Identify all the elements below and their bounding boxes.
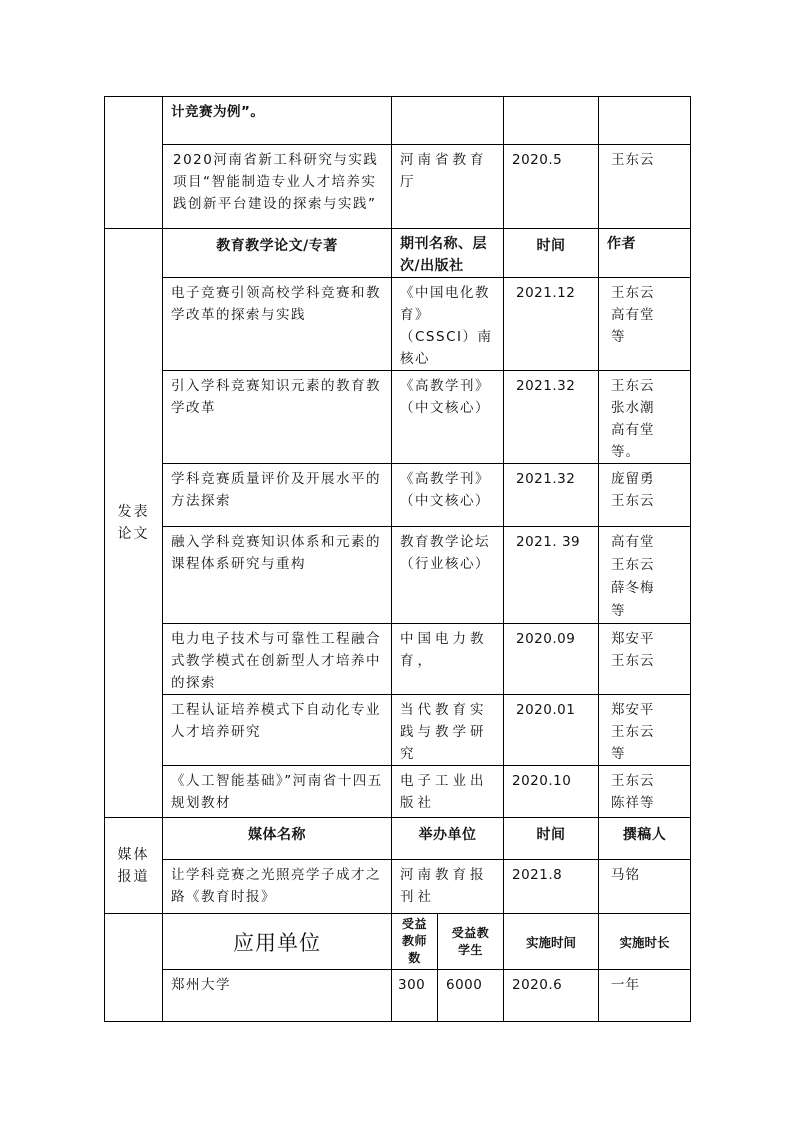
paper-author-cell: 高有堂 王东云 薛冬梅 等 xyxy=(599,527,691,624)
paper-row xyxy=(105,695,691,766)
application-header-row xyxy=(105,914,691,970)
application-header-time: 实施时间 xyxy=(504,914,599,970)
papers-header-journal: 期刊名称、层次/出版社 xyxy=(392,229,504,278)
project-row xyxy=(105,145,691,229)
media-header-row xyxy=(105,818,691,860)
media-side-label: 媒体报道 xyxy=(105,818,163,914)
project-title-cell: 2020河南省新工科研究与实践项目“智能制造专业人才培养实践创新平台建设的探索与实践” xyxy=(163,145,392,229)
paper-author-cell: 王东云 高有堂 等 xyxy=(599,278,691,371)
application-students-cell: 6000 xyxy=(438,970,504,1022)
project-title-cell: 计竞赛为例”。 xyxy=(163,97,392,145)
application-time-cell: 2020.6 xyxy=(504,970,599,1022)
papers-header-row xyxy=(105,229,691,278)
application-header-unit: 应用单位 xyxy=(163,914,392,970)
application-header-students: 受益教学生 xyxy=(438,914,504,970)
paper-title-cell: 融入学科竞赛知识体系和元素的课程体系研究与重构 xyxy=(163,527,392,624)
project-row xyxy=(105,97,691,145)
application-row xyxy=(105,970,691,1022)
media-author-cell: 马铭 xyxy=(599,860,691,914)
paper-time-cell: 2020.09 xyxy=(504,624,599,695)
paper-row xyxy=(105,371,691,464)
paper-journal-cell: 《中国电化教育》 （CSSCI）南核心 xyxy=(392,278,504,371)
paper-time-cell: 2020.01 xyxy=(504,695,599,766)
application-unit-cell: 郑州大学 xyxy=(163,970,392,1022)
media-name-cell: 让学科竞赛之光照亮学子成才之路《教育时报》 xyxy=(163,860,392,914)
paper-row xyxy=(105,624,691,695)
project-org-cell xyxy=(392,97,504,145)
project-org-cell: 河南省教育厅 xyxy=(392,145,504,229)
media-header-name: 媒体名称 xyxy=(163,818,392,860)
media-row xyxy=(105,860,691,914)
paper-author-cell: 王东云 陈祥等 xyxy=(599,766,691,818)
paper-title-cell: 学科竞赛质量评价及开展水平的方法探索 xyxy=(163,464,392,527)
paper-time-cell: 2021.12 xyxy=(504,278,599,371)
project-time-cell: 2020.5 xyxy=(504,145,599,229)
paper-row xyxy=(105,527,691,624)
project-author-cell: 王东云 xyxy=(599,145,691,229)
media-org-cell: 河南教育报刊社 xyxy=(392,860,504,914)
paper-time-cell: 2021.32 xyxy=(504,464,599,527)
paper-author-cell: 郑安平 王东云 等 xyxy=(599,695,691,766)
paper-author-cell: 郑安平 王东云 xyxy=(599,624,691,695)
paper-row xyxy=(105,766,691,818)
paper-title-cell: 《人工智能基础》”河南省十四五规划教材 xyxy=(163,766,392,818)
paper-row xyxy=(105,278,691,371)
paper-time-cell: 2021.32 xyxy=(504,371,599,464)
paper-title-cell: 工程认证培养模式下自动化专业人才培养研究 xyxy=(163,695,392,766)
paper-title-cell: 电力电子技术与可靠性工程融合式教学模式在创新型人才培养中的探索 xyxy=(163,624,392,695)
paper-title-cell: 引入学科竞赛知识元素的教育教学改革 xyxy=(163,371,392,464)
paper-row xyxy=(105,464,691,527)
papers-header-author: 作者 xyxy=(599,229,691,278)
paper-journal-cell: 当代教育实践与教学研究 xyxy=(392,695,504,766)
paper-journal-cell: 中国电力教育， xyxy=(392,624,504,695)
media-header-org: 举办单位 xyxy=(392,818,504,860)
media-time-cell: 2021.8 xyxy=(504,860,599,914)
papers-header-time: 时间 xyxy=(504,229,599,278)
media-header-time: 时间 xyxy=(504,818,599,860)
project-time-cell xyxy=(504,97,599,145)
application-side-cell xyxy=(105,914,163,1022)
media-header-author: 撰稿人 xyxy=(599,818,691,860)
paper-journal-cell: 电子工业出版社 xyxy=(392,766,504,818)
project-author-cell xyxy=(599,97,691,145)
papers-header-title: 教育教学论文/专著 xyxy=(163,229,392,278)
paper-time-cell: 2020.10 xyxy=(504,766,599,818)
papers-side-label: 发表论文 xyxy=(105,229,163,818)
application-duration-cell: 一年 xyxy=(599,970,691,1022)
paper-author-cell: 王东云 张水潮 高有堂 等。 xyxy=(599,371,691,464)
paper-journal-cell: 《高教学刊》 （中文核心） xyxy=(392,464,504,527)
application-teachers-cell: 300 xyxy=(392,970,438,1022)
paper-title-cell: 电子竞赛引领高校学科竞赛和教学改革的探索与实践 xyxy=(163,278,392,371)
paper-journal-cell: 教育教学论坛 （行业核心） xyxy=(392,527,504,624)
application-header-duration: 实施时长 xyxy=(599,914,691,970)
paper-time-cell: 2021. 39 xyxy=(504,527,599,624)
achievement-table xyxy=(104,96,691,1022)
paper-author-cell: 庞留勇 王东云 xyxy=(599,464,691,527)
project-side-cell xyxy=(105,97,163,229)
application-header-teachers: 受益教师数 xyxy=(392,914,438,970)
paper-journal-cell: 《高教学刊》 （中文核心） xyxy=(392,371,504,464)
